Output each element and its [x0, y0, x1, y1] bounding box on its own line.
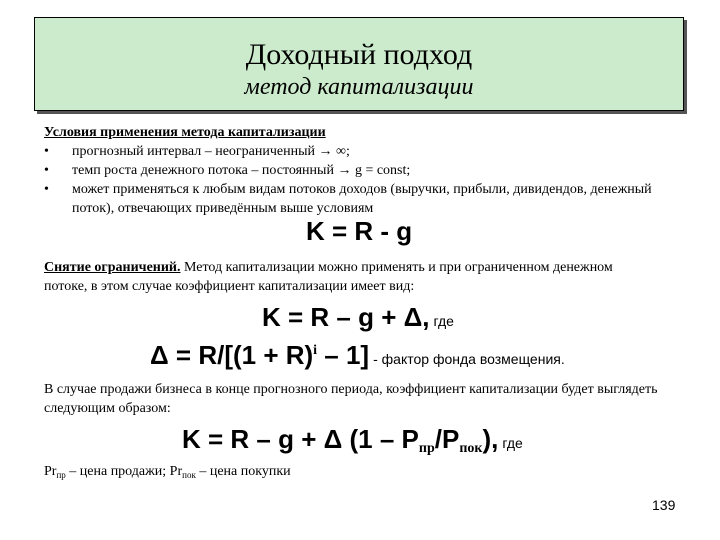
formula-sinking-fund: Δ = R/[(1 + R)i – 1] - фактор фонда возмещения.	[150, 340, 565, 370]
formula-basic: K = R - g	[306, 216, 413, 246]
slide-subtitle: метод капитализации	[244, 74, 474, 100]
conditions-heading: Условия применения метода капитализации	[44, 125, 326, 140]
page-number: 139	[652, 497, 676, 513]
restriction-text: Метод капитализации можно применять и при ограниченном денежном потоке, в этом случае коэффициент капитализации имеет вид:	[44, 260, 613, 294]
restriction-heading: Снятие ограничений.	[44, 260, 181, 275]
bullet: •	[44, 182, 49, 197]
slide-title: Доходный подход	[245, 38, 473, 71]
conditions-list	[44, 142, 684, 218]
sale-paragraph: В случае продажи бизнеса в конце прогнозного периода, коэффициент капитализации будет выглядеть следующим образом:	[44, 382, 658, 416]
list-item: • может применяться к любым видам потоков доходов (выручки, прибыли, дивидендов, денежный поток), отвечающих приведённым выше условиям	[44, 182, 652, 216]
price-legend: $Pr_{пр}$ – цена продажи; $Pr_{пок}$ – цена покупки	[44, 464, 291, 480]
formula-sale: K = R – g + Δ (1 – Pпр/Pпок), где	[182, 424, 523, 456]
list-item: • темп роста денежного потока – постоянный → g = const;	[44, 163, 411, 178]
restriction-paragraph	[44, 258, 644, 296]
bullet: •	[44, 163, 49, 178]
list-item: • прогнозный интервал – неограниченный → ∞;	[44, 144, 350, 159]
title-box	[34, 17, 684, 111]
bullet: •	[44, 144, 49, 159]
formula-with-delta: K = R – g + Δ, где	[262, 302, 454, 332]
